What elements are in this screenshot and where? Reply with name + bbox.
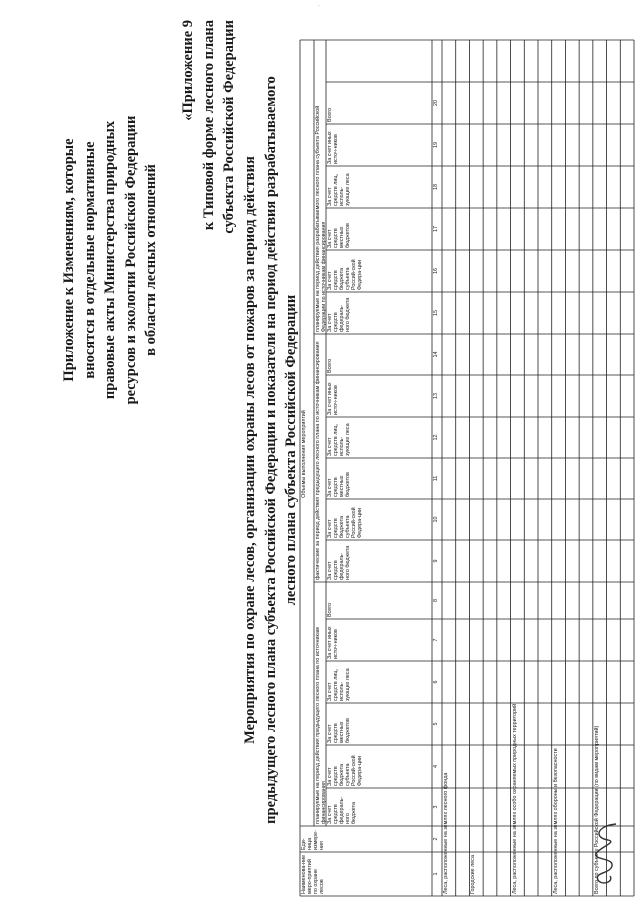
column-number <box>432 82 442 124</box>
scan-mark: . <box>318 2 320 8</box>
appendix9-line: «Приложение 9 <box>180 20 196 121</box>
header-unit <box>300 826 432 852</box>
header-funding <box>326 124 432 166</box>
header-funding <box>326 540 432 582</box>
signature-mark <box>588 820 622 890</box>
header-funding-text: За счет средств федераль-ного бюджета <box>327 545 351 580</box>
title-line: предыдущего лесного плана субъекта Российской Федерации и показатели на период действия разрабатываемого <box>262 76 279 824</box>
header-funding <box>326 166 432 208</box>
header-funding-text: За счет средств бюджета субъекта Россий-ской Федера-ции <box>327 755 363 786</box>
column-number <box>432 582 442 619</box>
header-name <box>300 852 432 896</box>
header-funding-text: За счет средств федераль-ного бюджета <box>327 796 357 824</box>
section-row <box>511 40 525 896</box>
column-number-text: 5 <box>433 722 439 726</box>
header-funding <box>326 208 432 250</box>
section-row-text: Леса, расположенные на землях лесного фонда <box>443 772 449 894</box>
section-row <box>469 40 483 896</box>
header-funding <box>326 788 432 826</box>
column-number <box>432 661 442 703</box>
header-funding-text: Всего <box>327 107 333 122</box>
header-funding-text: За счет иных источ-ников <box>327 131 339 164</box>
header-volumes-text: Объемы выполнения мероприятий <box>301 410 307 498</box>
column-number-text: 4 <box>433 765 439 768</box>
measures-table <box>300 40 634 896</box>
section-row-text: Всего по субъекту Российской Федерации (по видам мероприятий) <box>593 725 600 894</box>
column-number-text: 15 <box>433 310 439 316</box>
column-number-text: 1 <box>433 872 439 876</box>
header-planned-prev <box>314 582 326 826</box>
column-number-text: 14 <box>433 351 439 358</box>
appendix-line: правовые акты Министерства природных <box>102 120 118 400</box>
column-number <box>432 458 442 499</box>
column-number <box>432 540 442 582</box>
column-number-text: 16 <box>433 268 439 274</box>
column-number <box>432 852 442 896</box>
column-number <box>432 745 442 788</box>
header-funding <box>326 334 432 375</box>
header-funding <box>326 661 432 703</box>
column-number-text: 12 <box>433 434 439 441</box>
header-planned-prev-text: планируемые на период действия предыдущего лесного плана по источникам финансирования <box>315 627 327 824</box>
column-number <box>432 124 442 166</box>
header-funding-text: За счет средств бюджета субъекта Россий-ской Федера-ции <box>327 259 363 290</box>
header-funding <box>326 292 432 334</box>
header-funding-text: За счет средств местных бюджетов <box>327 223 351 248</box>
column-number-text: 9 <box>433 559 439 563</box>
column-number <box>432 166 442 208</box>
column-number-text: 3 <box>433 805 439 809</box>
header-funding-text: За счет средств бюджета субъекта Россий-ской Федера-ции <box>327 507 363 538</box>
column-number <box>432 250 442 292</box>
column-number-text: 19 <box>433 142 439 148</box>
header-funding <box>326 582 432 619</box>
header-funding <box>326 745 432 788</box>
header-volumes <box>300 82 314 826</box>
appendix9-line: к Типовой форме лесного плана <box>200 20 217 231</box>
header-funding-text: За счет средств местных бюджетов <box>327 472 351 497</box>
header-funding-text: За счет средств лиц, исполь-зующих леса <box>327 668 351 701</box>
title-line: Мероприятия по охране лесов, организации охраны лесов от пожаров за период действия <box>242 156 258 744</box>
column-number <box>432 208 442 250</box>
section-row <box>593 40 607 896</box>
document-title <box>240 20 302 880</box>
column-number <box>432 375 442 417</box>
appendix-line: в области лесных отношений <box>143 164 159 356</box>
header-planned-new <box>314 82 326 334</box>
header-funding <box>326 458 432 499</box>
section-row-text: Леса, расположенные на землях обороны и безопасности <box>552 748 559 894</box>
section-row <box>552 40 566 896</box>
header-funding <box>326 499 432 540</box>
header-funding <box>326 82 432 124</box>
header-actual-prev-text: фактические за период действия предыдущего лесного плана по источникам финансирования <box>315 341 321 580</box>
column-number-text: 10 <box>433 516 439 523</box>
column-number <box>432 826 442 852</box>
column-number <box>432 334 442 375</box>
section-row <box>442 40 456 896</box>
appendix-note <box>59 50 162 470</box>
header-funding <box>326 619 432 661</box>
header-actual-prev <box>314 334 326 582</box>
header-name-text: Наименова-ние меро-приятий по охране лесов <box>301 854 325 894</box>
appendix9-note <box>178 20 240 440</box>
header-funding-text: Всего <box>327 358 333 373</box>
column-number-text: 18 <box>433 184 439 190</box>
header-funding-text: За счет средств местных бюджетов <box>327 718 351 743</box>
column-number-text: 2 <box>433 837 439 841</box>
header-funding-text: За счет средств федераль-ного бюджета <box>327 297 351 332</box>
title-line: лесного плана субъекта Российской Федерации <box>283 294 299 606</box>
column-number-text: 7 <box>433 638 439 642</box>
column-number <box>432 417 442 458</box>
appendix-line: вносятся в отдельные нормативные <box>81 141 98 379</box>
header-unit-text: Еди-ница измере-ния <box>301 830 325 850</box>
column-number-text: 20 <box>433 100 439 106</box>
header-funding-text: За счет иных источ-ников <box>327 626 339 659</box>
header-funding <box>326 250 432 292</box>
section-row-text: Леса, расположенные на землях особо охраняемых природных территорий <box>511 703 518 894</box>
header-planned-new-text: планируемые на период действия разрабатываемого лесного плана субъекта Российской Федерации по источникам финансирования <box>315 105 327 332</box>
column-number-text: 8 <box>433 599 439 602</box>
header-funding-text: За счет иных источ-ников <box>327 382 339 415</box>
column-number-text: 17 <box>433 226 439 232</box>
header-funding-text: Всего <box>327 602 333 617</box>
header-funding <box>326 375 432 417</box>
column-number-text: 11 <box>433 475 439 482</box>
section-row-text: Городские леса <box>470 855 477 894</box>
column-number <box>432 703 442 745</box>
column-number <box>432 499 442 540</box>
column-number <box>432 619 442 661</box>
appendix9-line: субъекта Российской Федерации <box>221 20 237 234</box>
header-funding <box>326 417 432 458</box>
appendix-line: Приложение к Изменениям, которые <box>61 138 77 382</box>
column-number-text: 13 <box>433 393 439 399</box>
appendix-line: ресурсов и экологии Российской Федерации <box>122 115 139 405</box>
header-funding <box>326 703 432 745</box>
header-funding-text: За счет средств лиц, исполь-зующих леса <box>327 423 351 456</box>
column-number-text: 6 <box>433 680 439 684</box>
column-number <box>432 788 442 826</box>
header-funding-text: За счет средств лиц, исполь-зующих леса <box>327 173 351 206</box>
column-number <box>432 292 442 334</box>
